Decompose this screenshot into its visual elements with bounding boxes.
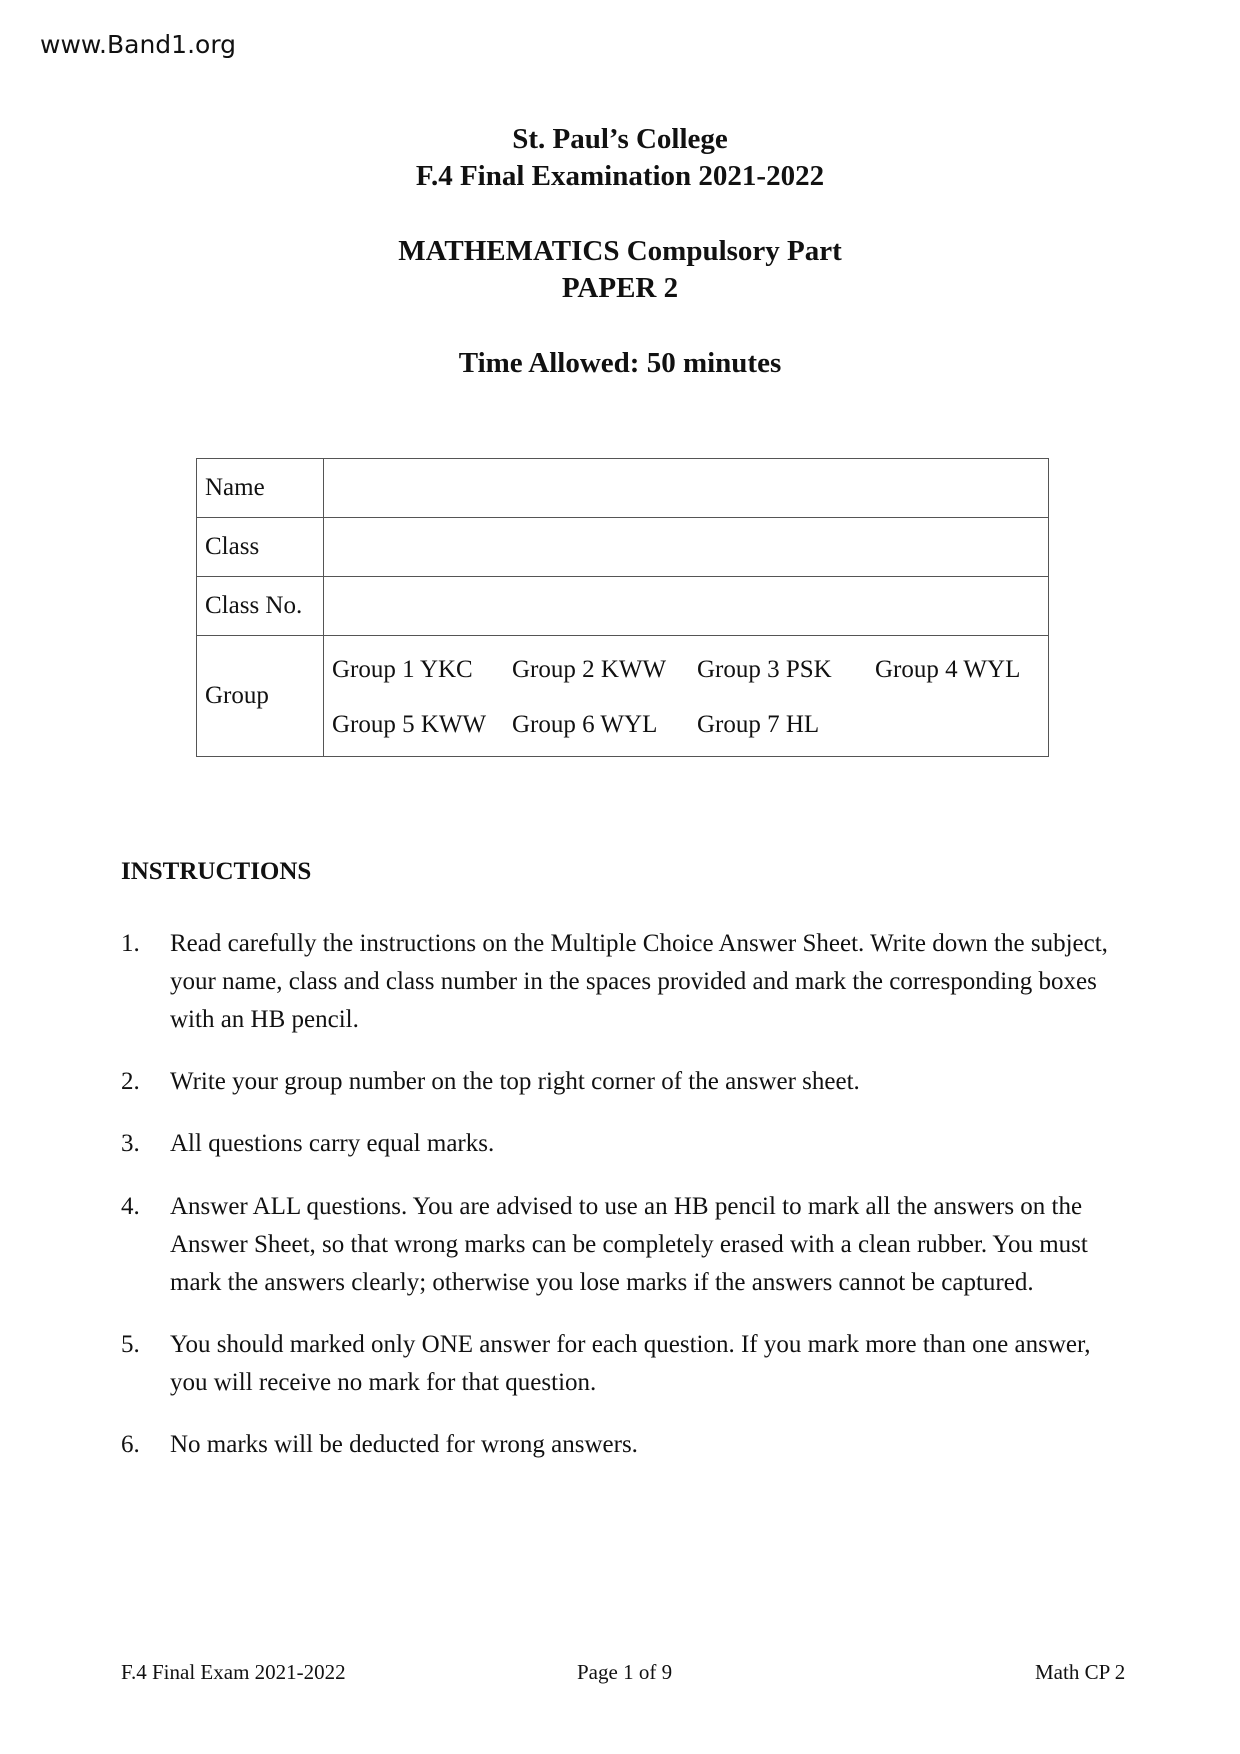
name-field[interactable] bbox=[324, 459, 1049, 518]
class-no-field[interactable] bbox=[324, 577, 1049, 636]
class-row bbox=[197, 518, 1049, 577]
instruction-number: 5. bbox=[121, 1331, 140, 1358]
group-row bbox=[197, 636, 1049, 757]
instruction-line: No marks will be deducted for wrong answers. bbox=[170, 1431, 638, 1458]
instruction-text bbox=[170, 925, 1170, 1039]
watermark-url: www.Band1.org bbox=[40, 30, 237, 59]
instruction-line: All questions carry equal marks. bbox=[170, 1130, 495, 1157]
instruction-number: 1. bbox=[121, 930, 140, 957]
instruction-text bbox=[170, 1326, 1170, 1402]
group-option[interactable]: Group 3 PSK bbox=[697, 656, 832, 683]
group-options-grid bbox=[332, 636, 1040, 756]
group-option[interactable]: Group 1 YKC bbox=[332, 656, 473, 683]
group-label: Group bbox=[197, 636, 324, 757]
paper-number: PAPER 2 bbox=[561, 272, 679, 304]
instruction-line: Read carefully the instructions on the Multiple Choice Answer Sheet. Write down the subject, bbox=[170, 930, 1108, 957]
instruction-line: mark the answers clearly; otherwise you lose marks if the answers cannot be captured. bbox=[170, 1269, 1034, 1296]
group-option[interactable]: Group 2 KWW bbox=[512, 656, 667, 683]
instructions-heading: INSTRUCTIONS bbox=[121, 858, 312, 885]
instruction-line: Answer ALL questions. You are advised to use an HB pencil to mark all the answers on the bbox=[170, 1193, 1083, 1220]
class-label: Class bbox=[197, 518, 324, 577]
instruction-line: You should marked only ONE answer for each question. If you mark more than one answer, bbox=[170, 1331, 1091, 1358]
footer-page-number: Page 1 of 9 bbox=[577, 1660, 673, 1684]
instruction-text bbox=[170, 1426, 1170, 1464]
instruction-line: you will receive no mark for that question. bbox=[170, 1369, 597, 1396]
class-no-row bbox=[197, 577, 1049, 636]
footer-paper-code: Math CP 2 bbox=[1035, 1660, 1126, 1684]
group-option[interactable]: Group 5 KWW bbox=[332, 711, 487, 738]
time-allowed: Time Allowed: 50 minutes bbox=[458, 347, 782, 379]
instruction-line: Answer Sheet, so that wrong marks can be completely erased with a clean rubber. You must bbox=[170, 1231, 1088, 1258]
instruction-line: with an HB pencil. bbox=[170, 1006, 359, 1033]
group-options bbox=[324, 636, 1049, 757]
name-row bbox=[197, 459, 1049, 518]
subject-title: MATHEMATICS Compulsory Part bbox=[398, 235, 842, 267]
group-option[interactable]: Group 6 WYL bbox=[512, 711, 658, 738]
exam-title: F.4 Final Examination 2021-2022 bbox=[415, 160, 825, 192]
instruction-text bbox=[170, 1188, 1170, 1302]
instruction-number: 6. bbox=[121, 1431, 140, 1458]
name-label: Name bbox=[197, 459, 324, 518]
class-field[interactable] bbox=[324, 518, 1049, 577]
group-option[interactable]: Group 7 HL bbox=[697, 711, 820, 738]
instruction-text bbox=[170, 1125, 1170, 1163]
instruction-number: 4. bbox=[121, 1193, 140, 1220]
group-option[interactable]: Group 4 WYL bbox=[875, 656, 1021, 683]
instruction-text bbox=[170, 1063, 1170, 1101]
instruction-line: Write your group number on the top right corner of the answer sheet. bbox=[170, 1068, 860, 1095]
school-name: St. Paul’s College bbox=[512, 123, 728, 155]
instruction-number: 3. bbox=[121, 1130, 140, 1157]
student-info-table bbox=[196, 458, 1049, 757]
instruction-number: 2. bbox=[121, 1068, 140, 1095]
class-no-label: Class No. bbox=[197, 577, 324, 636]
footer-exam-name: F.4 Final Exam 2021-2022 bbox=[121, 1660, 346, 1684]
instruction-line: your name, class and class number in the spaces provided and mark the corresponding boxes bbox=[170, 968, 1097, 995]
